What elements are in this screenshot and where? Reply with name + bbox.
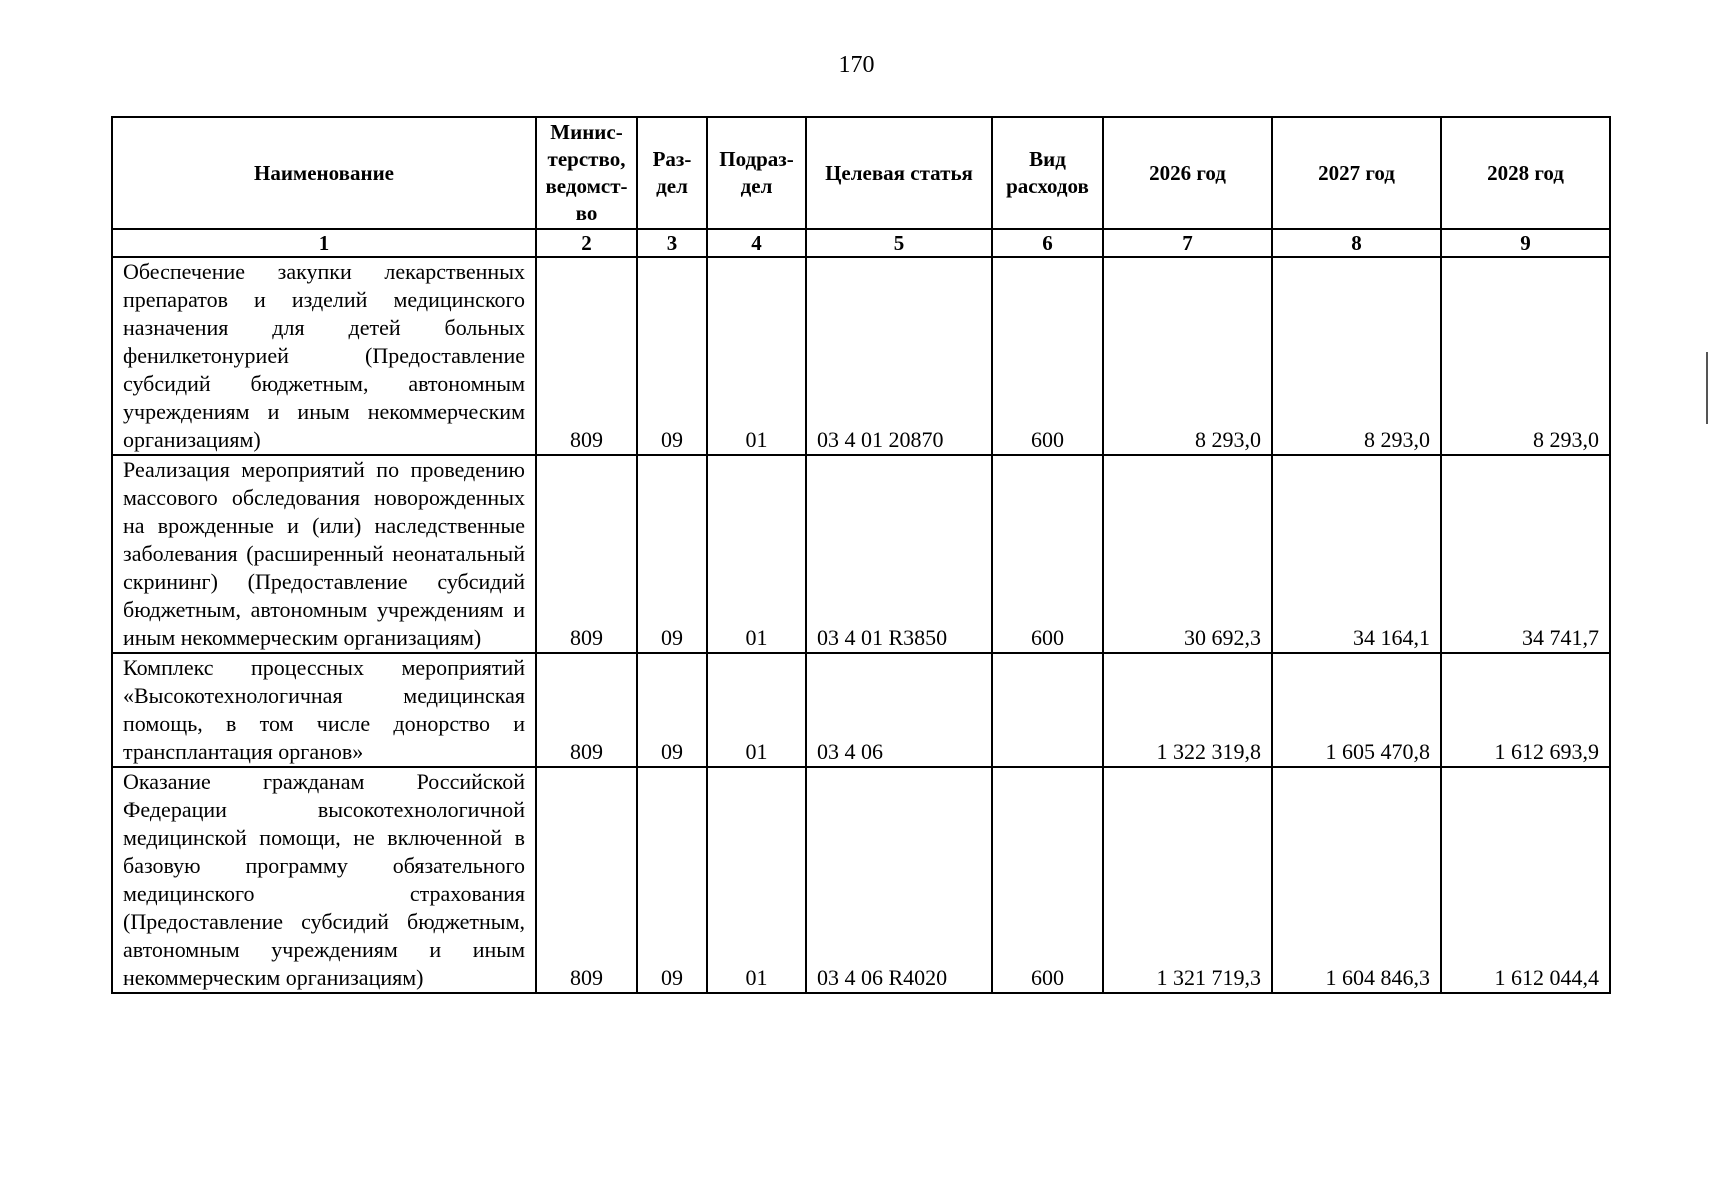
row-section: 09 xyxy=(637,653,707,767)
header-expense-type: Вид расходов xyxy=(992,117,1103,229)
table-row xyxy=(112,653,1610,767)
row-expense-type: 600 xyxy=(992,257,1103,455)
row-amount-2026: 30 692,3 xyxy=(1103,455,1272,653)
row-name: Обеспечение закупки лекарственных препаратов и изделий медицинского назначения для детей больных фенилкетонурией (Предоставление субсидий бюджетным, автономным учреждениям и иным некоммерческим организациям) xyxy=(112,257,536,455)
header-name: Наименование xyxy=(112,117,536,229)
column-number: 5 xyxy=(806,229,992,257)
scan-edge-mark xyxy=(1706,352,1708,424)
header-target-article: Целевая статья xyxy=(806,117,992,229)
header-2027: 2027 год xyxy=(1272,117,1441,229)
row-expense-type: 600 xyxy=(992,767,1103,993)
table-row xyxy=(112,767,1610,993)
row-ministry: 809 xyxy=(536,767,637,993)
row-name: Оказание гражданам Российской Федерации высокотехнологичной медицинской помощи, не включенной в базовую программу обязательного медицинского страхования (Предоставление субсидий бюджетным, автономным учреждениям и иным некоммерческим организациям) xyxy=(112,767,536,993)
column-number: 4 xyxy=(707,229,806,257)
row-amount-2026: 1 322 319,8 xyxy=(1103,653,1272,767)
column-number: 3 xyxy=(637,229,707,257)
row-amount-2026: 1 321 719,3 xyxy=(1103,767,1272,993)
header-2028: 2028 год xyxy=(1441,117,1610,229)
column-number: 9 xyxy=(1441,229,1610,257)
row-subsection: 01 xyxy=(707,257,806,455)
column-number-row xyxy=(112,229,1610,257)
header-subsection: Подраз-дел xyxy=(707,117,806,229)
row-subsection: 01 xyxy=(707,455,806,653)
row-ministry: 809 xyxy=(536,653,637,767)
column-number: 7 xyxy=(1103,229,1272,257)
row-expense-type xyxy=(992,653,1103,767)
row-expense-type: 600 xyxy=(992,455,1103,653)
row-target-article: 03 4 01 R3850 xyxy=(806,455,992,653)
column-number: 6 xyxy=(992,229,1103,257)
row-amount-2027: 1 605 470,8 xyxy=(1272,653,1441,767)
row-ministry: 809 xyxy=(536,455,637,653)
row-amount-2028: 1 612 693,9 xyxy=(1441,653,1610,767)
page-number: 170 xyxy=(838,52,875,78)
table-row xyxy=(112,455,1610,653)
row-amount-2026: 8 293,0 xyxy=(1103,257,1272,455)
header-row xyxy=(112,117,1610,229)
row-ministry: 809 xyxy=(536,257,637,455)
row-subsection: 01 xyxy=(707,653,806,767)
column-number: 1 xyxy=(112,229,536,257)
row-name: Комплекс процессных мероприятий «Высокотехнологичная медицинская помощь, в том числе донорство и трансплантация органов» xyxy=(112,653,536,767)
row-amount-2028: 1 612 044,4 xyxy=(1441,767,1610,993)
header-2026: 2026 год xyxy=(1103,117,1272,229)
row-name: Реализация мероприятий по проведению массового обследования новорожденных на врожденные и (или) наследственные заболевания (расширенный неонатальный скрининг) (Предоставление субсидий бюджетным, автономным учреждениям и иным некоммерческим организациям) xyxy=(112,455,536,653)
row-section: 09 xyxy=(637,257,707,455)
table-row xyxy=(112,257,1610,455)
row-target-article: 03 4 01 20870 xyxy=(806,257,992,455)
row-amount-2028: 34 741,7 xyxy=(1441,455,1610,653)
row-section: 09 xyxy=(637,767,707,993)
row-amount-2027: 34 164,1 xyxy=(1272,455,1441,653)
header-section: Раз-дел xyxy=(637,117,707,229)
row-amount-2028: 8 293,0 xyxy=(1441,257,1610,455)
row-target-article: 03 4 06 xyxy=(806,653,992,767)
column-number: 8 xyxy=(1272,229,1441,257)
column-number: 2 xyxy=(536,229,637,257)
row-amount-2027: 8 293,0 xyxy=(1272,257,1441,455)
budget-table xyxy=(111,116,1611,994)
row-target-article: 03 4 06 R4020 xyxy=(806,767,992,993)
row-subsection: 01 xyxy=(707,767,806,993)
row-section: 09 xyxy=(637,455,707,653)
header-ministry: Минис-терство, ведомст-во xyxy=(536,117,637,229)
row-amount-2027: 1 604 846,3 xyxy=(1272,767,1441,993)
